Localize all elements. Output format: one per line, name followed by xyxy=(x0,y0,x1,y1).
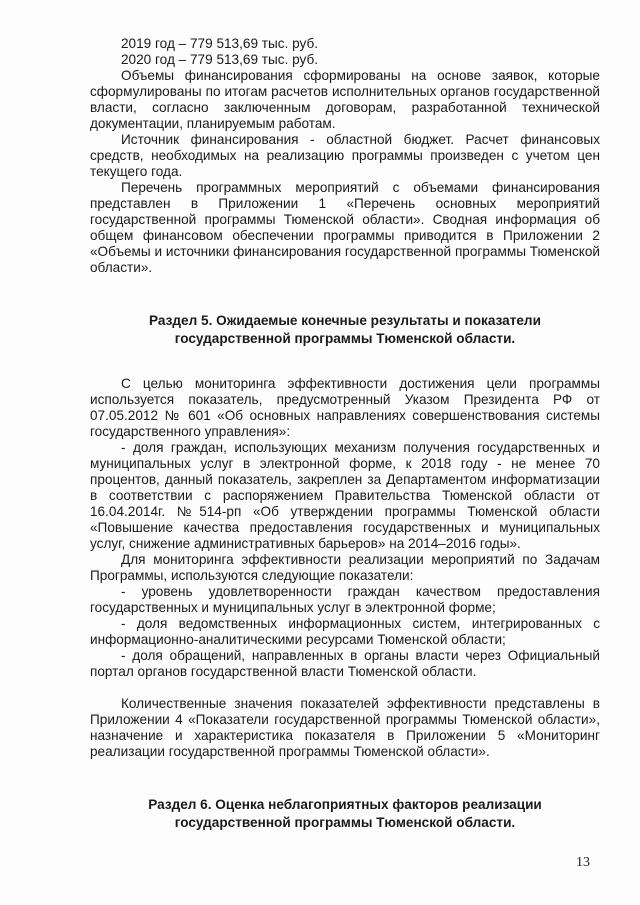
paragraph-activities-list: Перечень программных мероприятий с объемами финансирования представлен в Приложении 1 «Перечень основных мероприятий государственной программы Тюменской области». Сводная информация об общем финансовом обеспечении программы приводится в Приложении 2 «Объемы и источники финансирования государственной программы Тюменской области». xyxy=(90,180,600,275)
paragraph-task-indicators-intro: Для мониторинга эффективности реализации мероприятий по Задачам Программы, используются следующие показатели: xyxy=(90,552,600,583)
page-number: 13 xyxy=(576,855,590,870)
paragraph-indicator-integrated-systems: - доля ведомственных информационных систем, интегрированных с информационно-аналитическими ресурсами Тюменской области; xyxy=(90,616,600,647)
paragraph-funding-source: Источник финансирования - областной бюджет. Расчет финансовых средств, необходимых на реализацию программы произведен с учетом цен текущего года. xyxy=(90,132,600,179)
section-6-title-line1: Раздел 6. Оценка неблагоприятных факторов реализации xyxy=(148,797,542,812)
paragraph-indicator-satisfaction: - уровень удовлетворенности граждан качеством предоставления государственных и муниципальных услуг в электронной форме; xyxy=(90,584,600,615)
paragraph-indicator-citizens-share: - доля граждан, использующих механизм получения государственных и муниципальных услуг в электронной форме, к 2018 году - не менее 70 процентов, данный показатель, закреплен за Департаментом информатизации в соответствии с распоряжением Правительства Тюменской области от 16.04.2014г. №514-рп «Об утверждении программы Тюменской области «Повышение качества предоставления государственных и муниципальных услуг, снижение административных барьеров» на 2014–2016 годы». xyxy=(90,440,600,551)
paragraph-funding-volumes: Объемы финансирования сформированы на основе заявок, которые сформулированы по итогам расчетов исполнительных органов государственной власти, согласно заключенным договорам, разработанной технической документации, планируемым работам. xyxy=(90,68,600,131)
section-5-title-line1: Раздел 5. Ожидаемые конечные результаты и показатели xyxy=(149,313,541,328)
section-6-title-line2: государственной программы Тюменской области. xyxy=(174,815,516,830)
funding-2019-line: 2019 год – 779 513,69 тыс. руб. xyxy=(121,36,319,51)
section-6-heading xyxy=(90,796,600,832)
section-5-heading xyxy=(90,312,600,348)
paragraph-monitoring-goal: С целью мониторинга эффективности достижения цели программы используется показатель, предусмотренный Указом Президента РФ от 07.05.2012 № 601 «Об основных направлениях совершенствования системы государственного управления»: xyxy=(90,376,600,439)
page-body xyxy=(90,36,600,832)
paragraph-quantitative-values: Количественные значения показателей эффективности представлены в Приложении 4 «Показатели государственной программы Тюменской области», назначение и характеристика показателя в Приложении 5 «Мониторинг реализации государственной программы Тюменской области». xyxy=(90,696,600,759)
section-5-title-line2: государственной программы Тюменской области. xyxy=(174,331,516,346)
paragraph-indicator-portal-requests: - доля обращений, направленных в органы власти через Официальный портал органов государственной власти Тюменской области. xyxy=(90,648,600,679)
funding-2020-line: 2020 год – 779 513,69 тыс. руб. xyxy=(121,52,319,67)
